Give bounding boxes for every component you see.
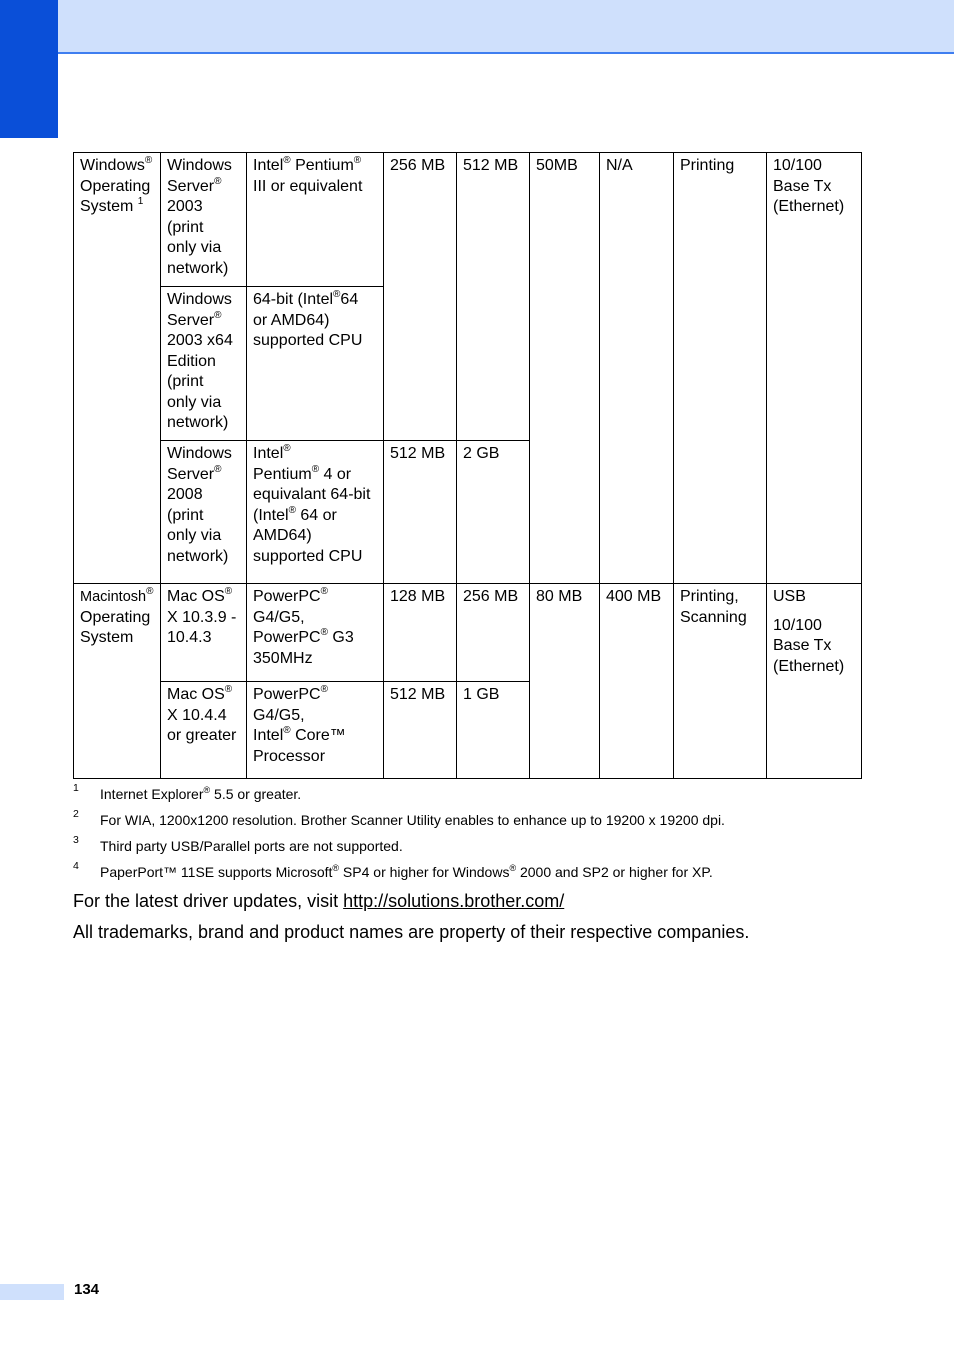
header-band bbox=[58, 0, 954, 54]
mac-ram-min-1: 128 MB bbox=[384, 584, 457, 682]
driver-updates-text: For the latest driver updates, visit http://solutions.brother.com/ bbox=[73, 891, 565, 911]
trademark-text: All trademarks, brand and product names are property of their respective companies. bbox=[73, 922, 750, 942]
win-ram-rec-2: 2 GB bbox=[457, 441, 530, 584]
mac-ram-rec-1: 256 MB bbox=[457, 584, 530, 682]
mac-disk-drivers: 80 MB bbox=[530, 584, 600, 779]
system-requirements-table bbox=[73, 152, 862, 779]
mac-functions: Printing, Scanning bbox=[674, 584, 767, 779]
cpu-mac-2: PowerPC® G4/G5, Intel® Core™ Processor bbox=[247, 682, 384, 779]
cpu-mac-1: PowerPC® G4/G5, PowerPC® G3 350MHz bbox=[247, 584, 384, 682]
win-ram-rec-1: 512 MB bbox=[457, 153, 530, 441]
cpu-windows-2003: Intel® Pentium® III or equivalent bbox=[247, 153, 384, 287]
mac-interface bbox=[767, 584, 862, 779]
mac-disk-apps: 400 MB bbox=[600, 584, 674, 779]
win-ram-min-2: 512 MB bbox=[384, 441, 457, 584]
driver-updates-link[interactable]: http://solutions.brother.com/ bbox=[343, 891, 565, 911]
footnote-3: 3 Third party USB/Parallel ports are not supported. bbox=[73, 834, 403, 854]
chapter-tab bbox=[0, 0, 58, 138]
mac-os-label: Operating System bbox=[80, 608, 151, 646]
os-windows-server-2003: Windows Server® 2003 (print only via network) bbox=[161, 153, 247, 287]
footnote-4: 4 PaperPort™ 11SE supports Microsoft® SP4 or higher for Windows® 2000 and SP2 or higher for XP. bbox=[73, 860, 713, 880]
mac-ram-rec-2: 1 GB bbox=[457, 682, 530, 779]
cpu-windows-2008: Intel® Pentium® 4 or equivalant 64-bit (Intel® 64 or AMD64) supported CPU bbox=[247, 441, 384, 584]
mac-interface-usb: USB bbox=[773, 588, 806, 605]
win-interface: 10/100 Base Tx (Ethernet) bbox=[767, 153, 862, 584]
mac-ram-min-2: 512 MB bbox=[384, 682, 457, 779]
mac-interface-ethernet: 10/100 Base Tx (Ethernet) bbox=[773, 616, 845, 675]
os-windows-server-2008: Windows Server® 2008 (print only via network) bbox=[161, 441, 247, 584]
windows-os-label: Operating System bbox=[80, 177, 151, 215]
page-number-bar bbox=[0, 1284, 64, 1300]
footnote-2: 2 For WIA, 1200x1200 resolution. Brother Scanner Utility enables to enhance up to 19200 x 19200 dpi. bbox=[73, 808, 725, 828]
os-mac-10-3-9: Mac OS® X 10.3.9 - 10.4.3 bbox=[161, 584, 247, 682]
mac-os-cell: Macintosh® Operating System bbox=[74, 584, 161, 779]
footnotes bbox=[73, 784, 893, 888]
win-disk-apps: N/A bbox=[600, 153, 674, 584]
os-mac-10-4-4: Mac OS® X 10.4.4 or greater bbox=[161, 682, 247, 779]
os-windows-server-2003-x64: Windows Server® 2003 x64 Edition (print only via network) bbox=[161, 287, 247, 441]
cpu-windows-2003-x64: 64-bit (Intel®64 or AMD64) supported CPU bbox=[247, 287, 384, 441]
win-ram-min-1: 256 MB bbox=[384, 153, 457, 441]
footnote-1: 1 Internet Explorer® 5.5 or greater. bbox=[73, 782, 302, 802]
windows-os-cell: Windows® Operating System $^1$ bbox=[74, 153, 161, 584]
page-number: 134 bbox=[74, 1281, 100, 1298]
win-disk-drivers: 50MB bbox=[530, 153, 600, 584]
win-functions: Printing bbox=[674, 153, 767, 584]
